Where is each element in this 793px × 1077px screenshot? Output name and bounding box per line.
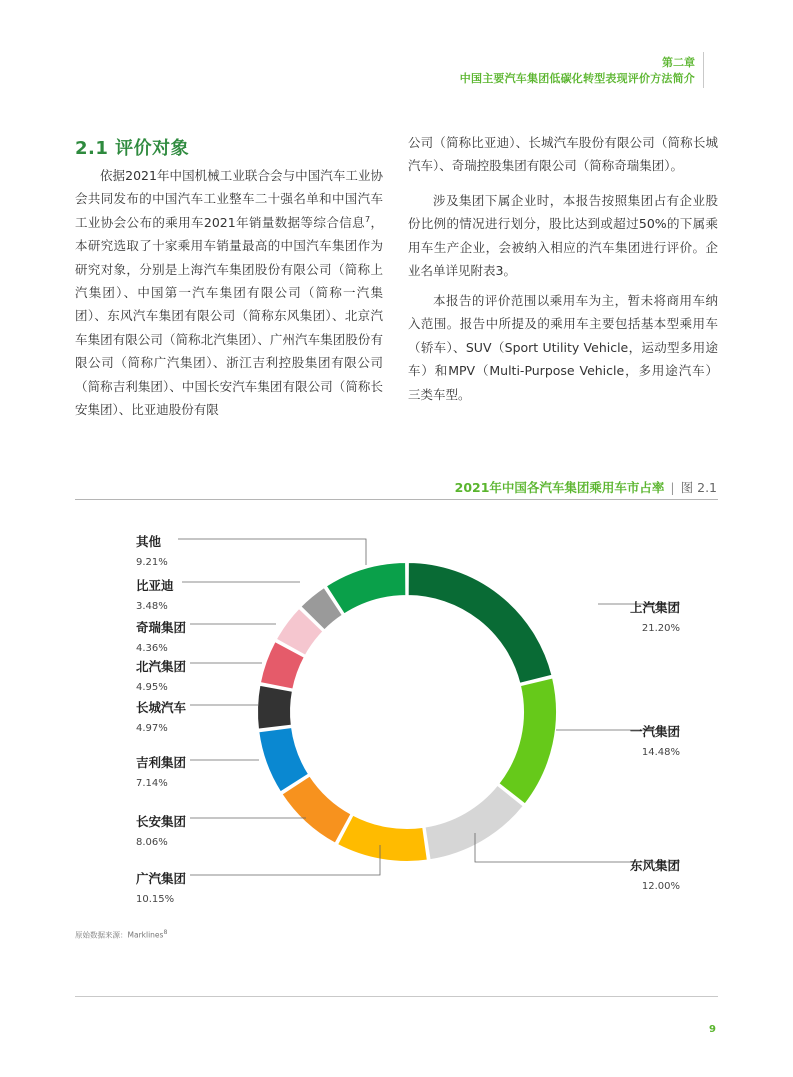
figure-number: 图 2.1 (680, 480, 717, 495)
donut-slice-2 (498, 677, 557, 804)
slice-value-8: 4.95% (136, 682, 168, 693)
slice-label-9: 奇瑞集团 (136, 620, 187, 635)
section-title: 2.1 评价对象 (75, 138, 190, 159)
slice-label-5: 长安集团 (136, 814, 187, 829)
footnote-ref-7[interactable]: 7 (365, 214, 371, 224)
slice-label-2: 一汽集团 (629, 724, 680, 739)
slice-label-8: 北汽集团 (136, 659, 187, 674)
chapter-title: 中国主要汽车集团低碳化转型表现评价方法简介 (459, 72, 695, 85)
slice-value-3: 12.00% (641, 881, 680, 892)
paragraph-3: 涉及集团下属企业时，本报告按照集团占有企业股份比例的情况进行划分，股比达到或超过50%的下属乘用车生产企业，会被纳入相应的汽车集团进行评价。企业名单详见附表3。 (408, 193, 718, 279)
slice-label-4: 广汽集团 (136, 871, 187, 886)
slice-value-1: 21.20% (641, 623, 680, 634)
slice-label-10: 比亚迪 (136, 578, 174, 593)
slice-label-6: 吉利集团 (136, 755, 187, 770)
donut-slice-4 (337, 815, 428, 862)
page-number: 9 (709, 1024, 716, 1035)
paragraph-1-text-a: 依据2021年中国机械工业联合会与中国汽车工业协会共同发布的中国汽车工业整车二十强名单和中国汽车工业协会公布的乘用车2021年销量数据等综合信息 (75, 168, 383, 230)
slice-value-6: 7.14% (136, 778, 168, 789)
slice-label-1: 上汽集团 (629, 600, 680, 615)
data-source-note (75, 929, 167, 941)
slice-value-2: 14.48% (641, 747, 680, 758)
figure-title: 2021年中国各汽车集团乘用车市占率 (454, 480, 665, 495)
paragraph-1-text-b: ，本研究选取了十家乘用车销量最高的中国汽车集团作为研究对象，分别是上海汽车集团股份有限公司（简称上汽集团）、中国第一汽车集团有限公司（简称一汽集团）、东风汽车集团有限公司（简称东风集团）、北京汽车集团有限公司（简称北汽集团）、广州汽车集团股份有限公司（简称广汽集团）、浙江吉利控股集团有限公司（简称吉利集团）、中国长安汽车集团有限公司（简称长安集团）、比亚迪股份有限 (75, 214, 383, 418)
slice-label-11: 其他 (136, 534, 162, 549)
paragraph-2: 公司（简称比亚迪）、长城汽车股份有限公司（简称长城汽车）、奇瑞控股集团有限公司（简称奇瑞集团）。 (408, 135, 718, 174)
slice-value-11: 9.21% (136, 557, 168, 568)
slice-value-5: 8.06% (136, 837, 168, 848)
footer-rule (75, 996, 718, 997)
slice-value-10: 3.48% (136, 601, 168, 612)
data-source-text: 原始数据来源：Marklines (75, 930, 164, 940)
figure-separator: | (670, 480, 675, 495)
slice-value-9: 4.36% (136, 643, 168, 654)
leader-line-11 (178, 539, 366, 565)
slice-label-7: 长城汽车 (136, 700, 187, 715)
donut-slice-7 (257, 685, 293, 730)
slice-value-7: 4.97% (136, 723, 168, 734)
footnote-ref-8[interactable]: 8 (163, 929, 168, 936)
slice-value-4: 10.15% (136, 894, 175, 905)
chapter-label: 第二章 (662, 56, 695, 69)
paragraph-4: 本报告的评价范围以乘用车为主，暂未将商用车纳入范围。报告中所提及的乘用车主要包括基本型乘用车（轿车）、SUV（Sport Utility Vehicle，运动型多用途车）和MPV（Multi-Purpose Vehicle，多用途汽车）三类车型。 (408, 293, 718, 402)
donut-slice-3 (425, 785, 524, 861)
donut-slice-1 (408, 562, 553, 684)
slice-label-3: 东风集团 (629, 858, 680, 873)
